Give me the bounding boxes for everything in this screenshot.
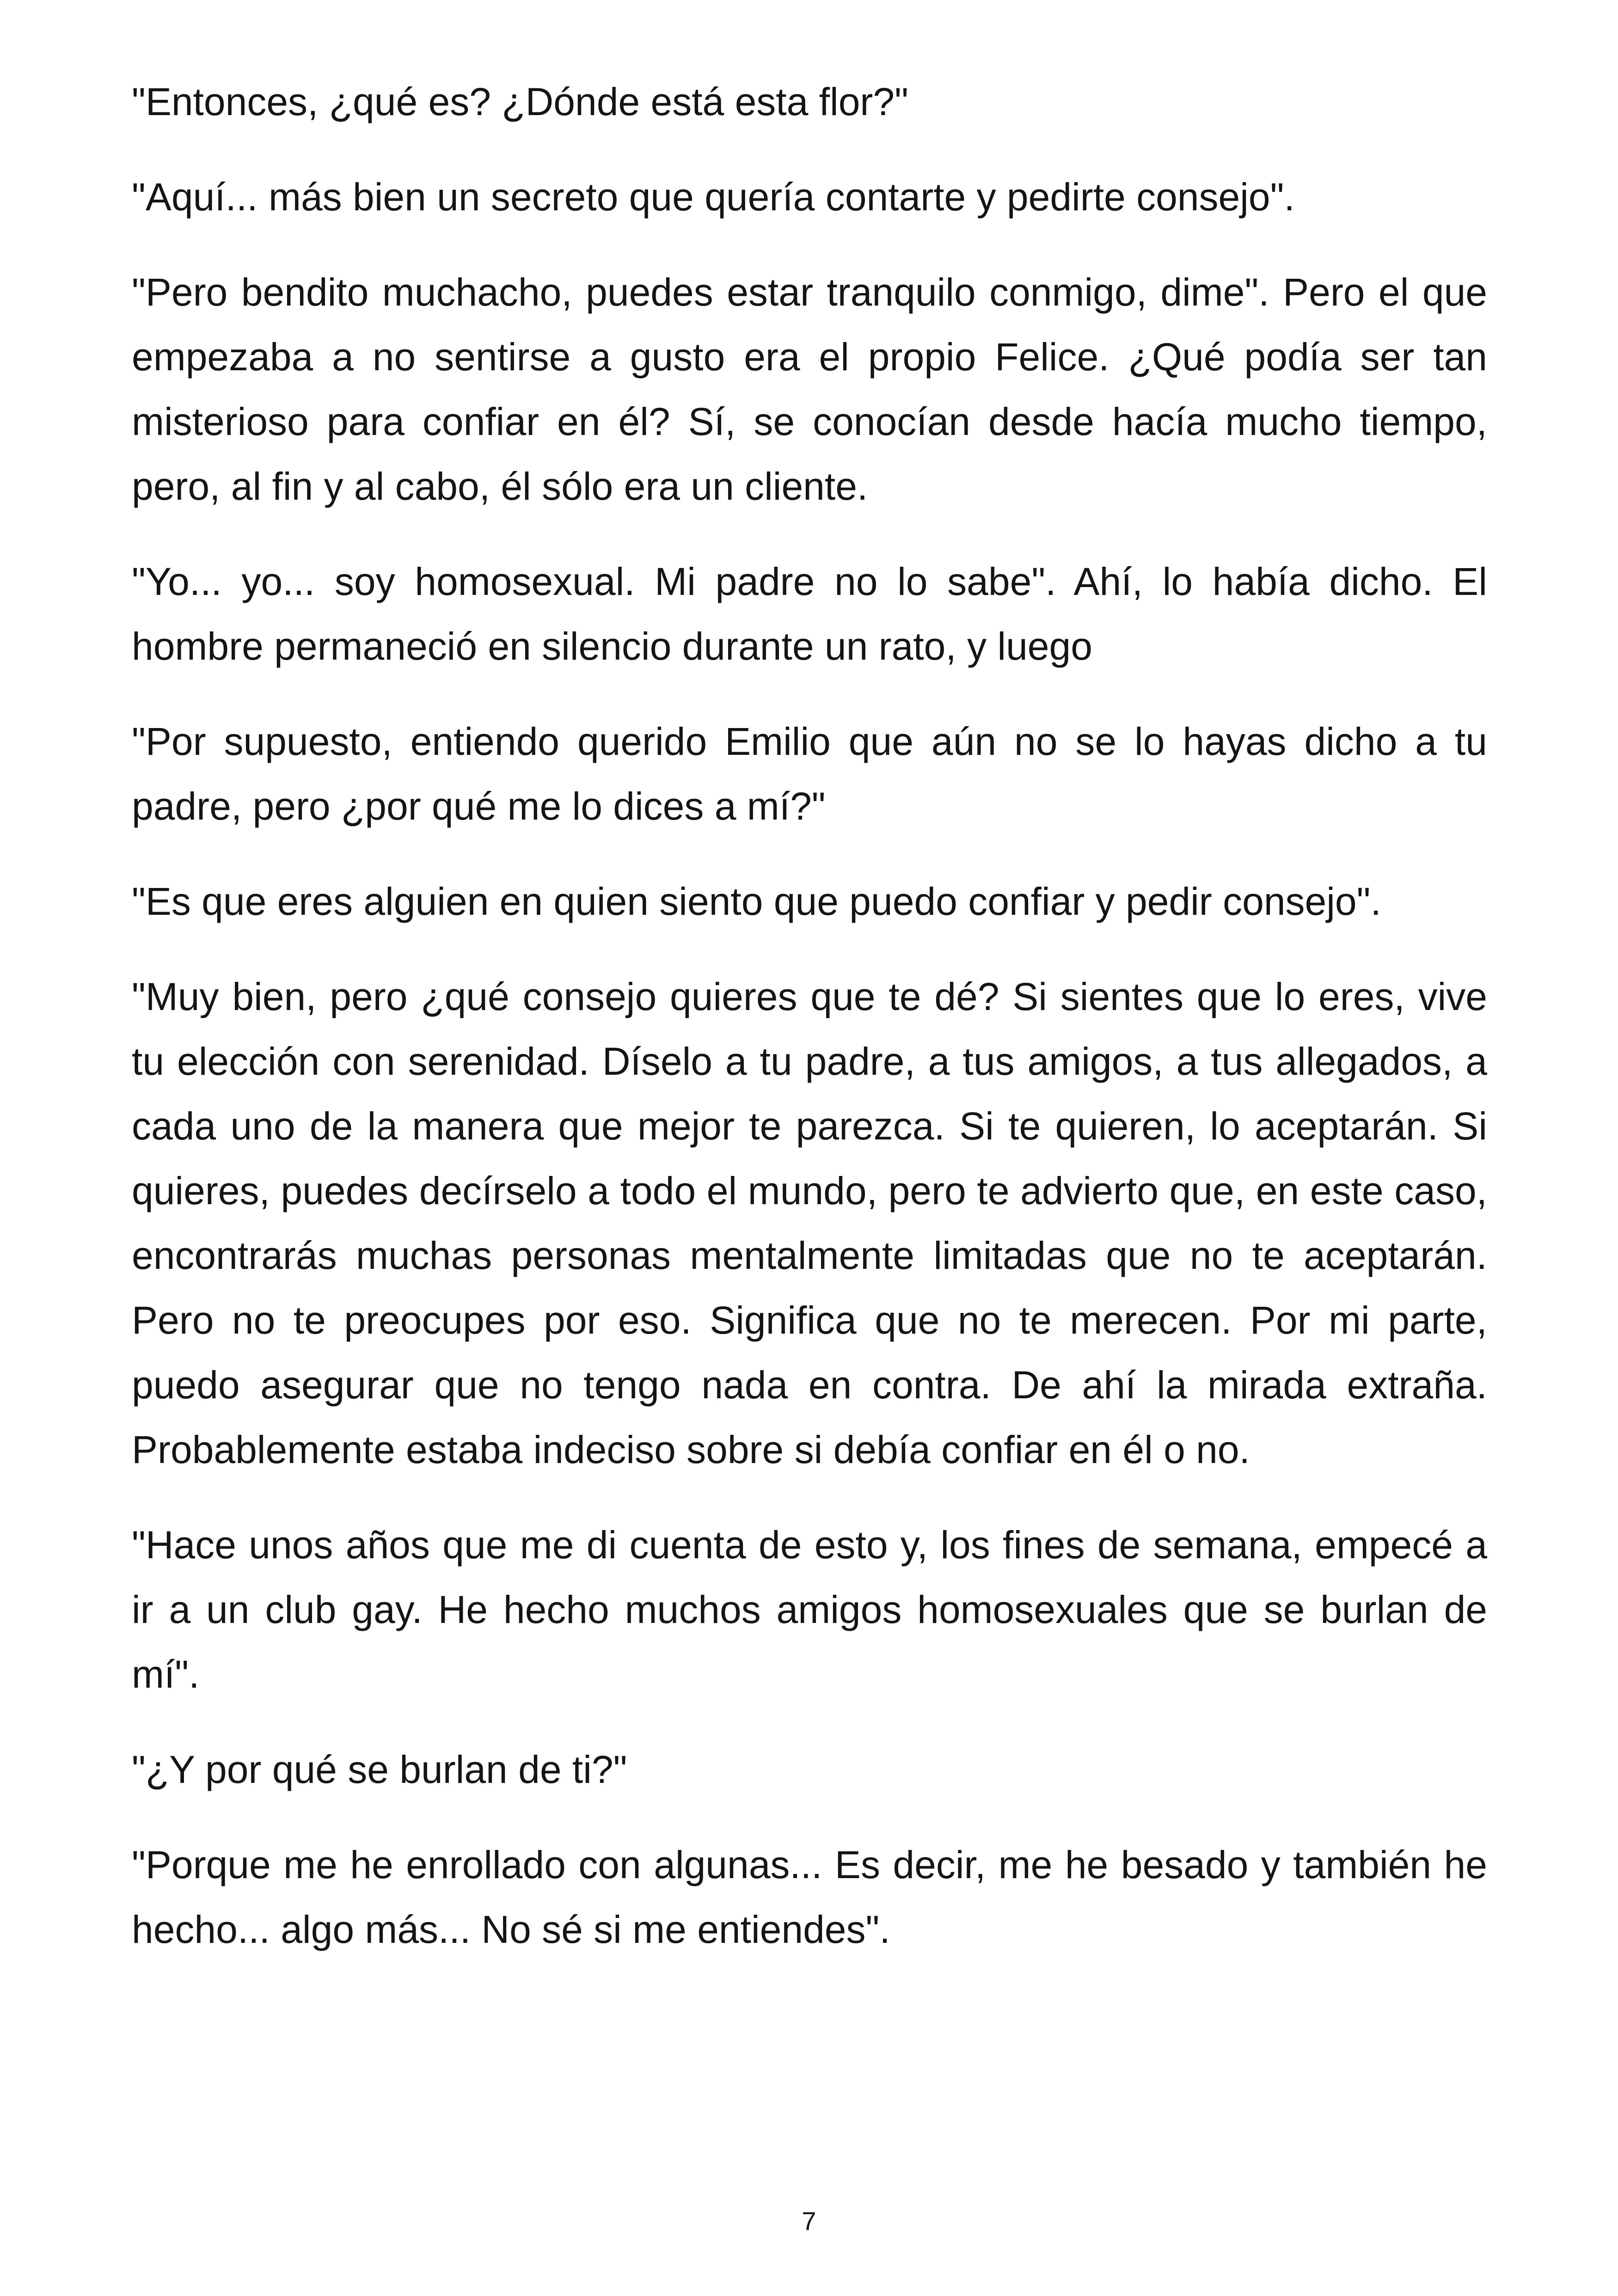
paragraph: "Hace unos años que me di cuenta de esto y, los fines de semana, empecé a ir a un club gay. He hecho muchos amigos homosexuales que se burlan de mí". bbox=[132, 1523, 1487, 1696]
paragraph: "Yo... yo... soy homosexual. Mi padre no lo sabe". Ahí, lo había dicho. El hombre permaneció en silencio durante un rato, y luego bbox=[132, 560, 1487, 668]
paragraph: "Por supuesto, entiendo querido Emilio que aún no se lo hayas dicho a tu padre, pero ¿por qué me lo dices a mí?" bbox=[132, 720, 1487, 828]
paragraph: "Muy bien, pero ¿qué consejo quieres que te dé? Si sientes que lo eres, vive tu elección con serenidad. Díselo a tu padre, a tus amigos, a tus allegados, a cada uno de la manera que mejor te parezca. Si te quieren, lo aceptarán. Si quieres, puedes decírselo a todo el mundo, pero te advierto que, en este caso, encontrarás muchas personas mentalmente limitadas que no te aceptarán. Pero no te preocupes por eso. Significa que no te merecen. Por mi parte, puedo asegurar que no tengo nada en contra. De ahí la mirada extraña. Probablemente estaba indeciso sobre si debía confiar en él o no. bbox=[132, 975, 1487, 1471]
paragraph: "Es que eres alguien en quien siento que puedo confiar y pedir consejo". bbox=[132, 880, 1381, 923]
paragraph: "¿Y por qué se burlan de ti?" bbox=[132, 1748, 627, 1791]
body-text bbox=[132, 69, 1487, 1992]
paragraph: "Pero bendito muchacho, puedes estar tranquilo conmigo, dime". Pero el que empezaba a no sentirse a gusto era el propio Felice. ¿Qué podía ser tan misterioso para confiar en él? Sí, se conocían desde hacía mucho tiempo, pero, al fin y al cabo, él sólo era un cliente. bbox=[132, 270, 1487, 508]
paragraph: "Aquí... más bien un secreto que quería contarte y pedirte consejo". bbox=[132, 175, 1295, 219]
paragraph: "Porque me he enrollado con algunas... Es decir, me he besado y también he hecho... algo más... No sé si me entiendes". bbox=[132, 1843, 1487, 1951]
page-number: 7 bbox=[802, 2206, 816, 2235]
paragraph: "Entonces, ¿qué es? ¿Dónde está esta flor?" bbox=[132, 80, 908, 123]
